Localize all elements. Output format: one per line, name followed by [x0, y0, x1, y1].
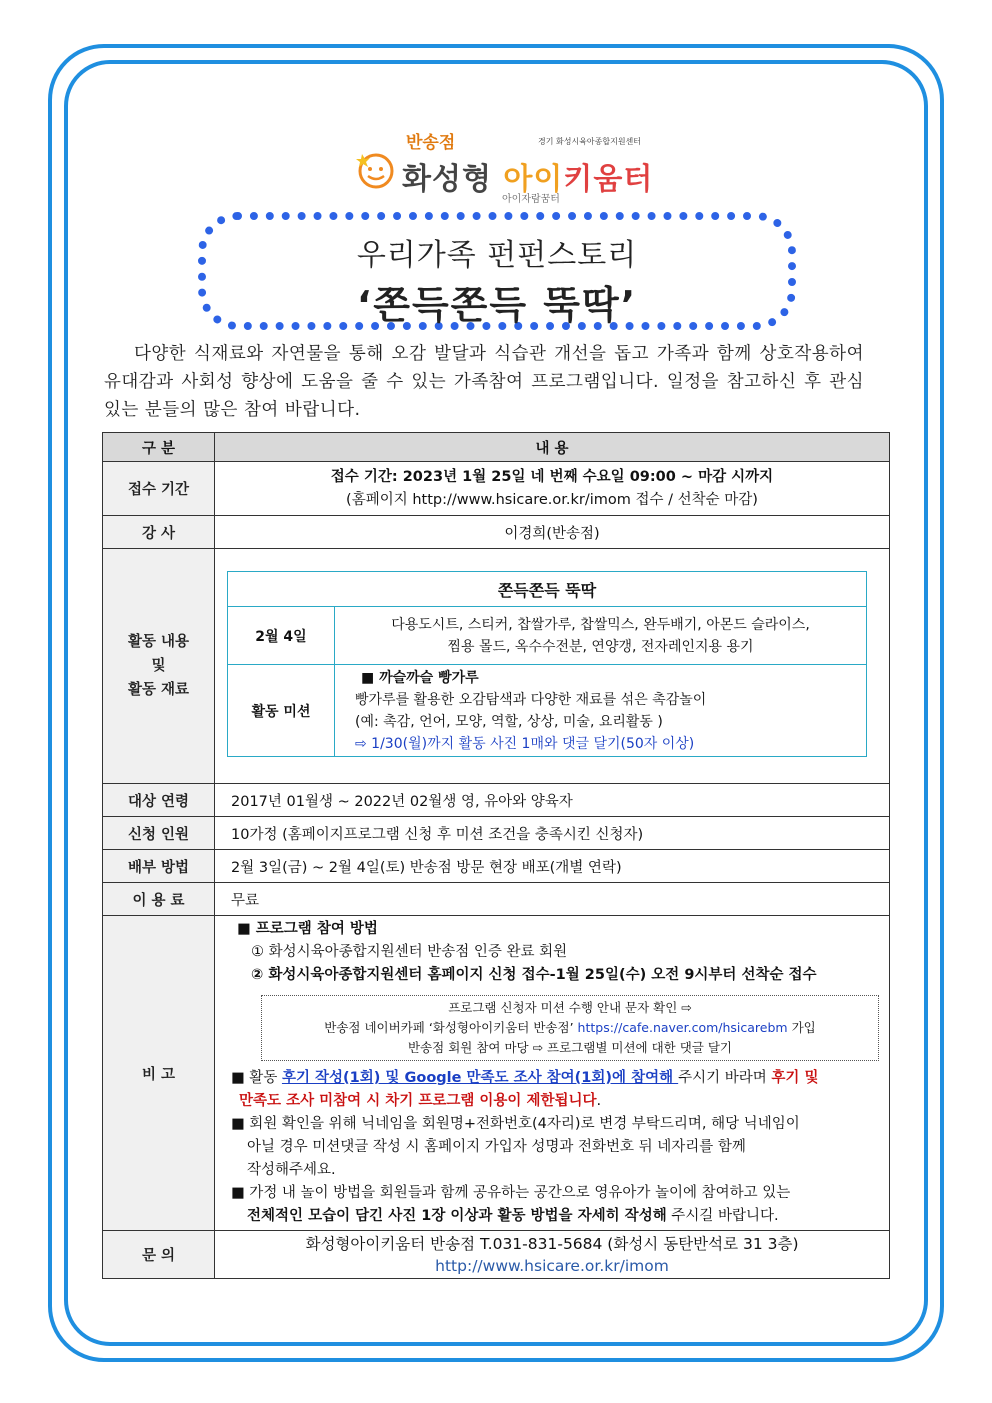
- age-label: 대상 연령: [103, 784, 215, 817]
- logo-name-part1: 화성형: [402, 162, 504, 197]
- materials-line2: 찜용 몰드, 옥수수전분, 연양갱, 전자레인지용 용기: [447, 638, 754, 655]
- note-line1: 프로그램 신청자 미션 수행 안내 문자 확인 ⇨: [448, 1000, 692, 1015]
- info-table: [102, 432, 890, 1279]
- reception-label: 접수 기간: [103, 462, 215, 516]
- smiley-face-icon: [356, 150, 396, 190]
- note-line3: 반송점 회원 참여 마당 ⇨ 프로그램별 미션에 대한 댓글 달기: [408, 1040, 732, 1055]
- mission-line2: (예: 촉감, 언어, 모양, 역할, 상상, 미술, 요리활동 ): [355, 713, 663, 730]
- mission-line1: 빵가루를 활용한 오감탐색과 다양한 재료를 섞은 촉감놀이: [355, 691, 707, 708]
- intro-paragraph: 다양한 식재료와 자연물을 통해 오감 발달과 식습관 개선을 돕고 가족과 함께 상호작용하여 유대감과 사회성 향상에 도움을 줄 수 있는 가족참여 프로그램입니다. 일정을 참고하신 후 관심 있는 분들의 많은 참여 바랍니다.: [104, 344, 864, 420]
- date-label: 2월 4일: [228, 607, 335, 665]
- title-line1: 우리가족 펀펀스토리: [356, 238, 638, 273]
- note-line2-a: 반송점 네이버카페 ‘화성형아이키움터 반송점’: [324, 1020, 578, 1035]
- table-header-row: [103, 433, 890, 462]
- activity-label-2: 및: [151, 658, 166, 674]
- contact-label: 문 의: [103, 1231, 215, 1279]
- contact-line1: 화성형아이키움터 반송점 T.031-831-5684 (화성시 동탄반석로 31 3층): [305, 1234, 799, 1253]
- reception-row: [103, 462, 890, 516]
- fee-row: [103, 883, 890, 916]
- method-title: ■ 프로그램 참여 방법: [237, 921, 378, 937]
- logo-name-part3: 키움터: [563, 162, 654, 197]
- logo-name-part2: 아이: [503, 162, 564, 197]
- header-col2: 내 용: [215, 433, 890, 462]
- note-line2-b: 가입: [787, 1020, 816, 1035]
- applicants-value: 10가정 (홈페이지프로그램 신청 후 미션 조건을 충족시킨 신청자): [215, 817, 890, 850]
- review-survey-link[interactable]: 후기 작성(1회) 및 Google 만족도 조사 참여(1회)에 참여해: [281, 1070, 679, 1086]
- bullet3-end: 주시길 바랍니다.: [666, 1208, 779, 1224]
- bullet3-bold: 전체적인 모습이 담긴 사진 1장 이상과 활동 방법을 자세히 작성해: [247, 1208, 667, 1224]
- fee-label: 이 용 료: [103, 883, 215, 916]
- age-value: 2017년 01월생 ~ 2022년 02월생 영, 유아와 양육자: [215, 784, 890, 817]
- bullet1-red1: 후기 및: [771, 1070, 819, 1086]
- activity-label-3: 활동 재료: [127, 682, 190, 698]
- mission-notice-box: [261, 995, 879, 1061]
- instructor-row: [103, 516, 890, 549]
- method2: ② 화성시육아종합지원센터 홈페이지 신청 접수-1월 25일(수) 오전 9시부터 선착순 접수: [251, 967, 817, 983]
- distribution-label: 배부 방법: [103, 850, 215, 883]
- applicants-label: 신청 인원: [103, 817, 215, 850]
- distribution-row: [103, 850, 890, 883]
- activity-inner-table: [227, 571, 867, 757]
- title-line2: ‘쫀득쫀득 뚝딱’: [356, 283, 638, 327]
- cafe-link[interactable]: https://cafe.naver.com/hsicarebm: [577, 1020, 788, 1035]
- logo-branch: 반송점: [406, 133, 456, 153]
- materials-line1: 다용도시트, 스티커, 찹쌀가루, 찹쌀믹스, 완두배기, 아몬드 슬라이스,: [391, 616, 810, 633]
- contact-url[interactable]: http://www.hsicare.or.kr/imom: [435, 1256, 669, 1275]
- applicants-row: [103, 817, 890, 850]
- instructor-label: 강 사: [103, 516, 215, 549]
- bullet2-line3: 작성해주세요.: [247, 1162, 336, 1178]
- bullet3-line1: ■ 가정 내 놀이 방법을 회원들과 함께 공유하는 공간으로 영유아가 놀이에 참여하고 있는: [231, 1185, 791, 1201]
- header-col1: 구 분: [103, 433, 215, 462]
- center-logo: [352, 128, 654, 208]
- bullet1-red2: 만족도 조사 미참여 시 차기 프로그램 이용이 제한됩니다: [239, 1093, 597, 1109]
- age-row: [103, 784, 890, 817]
- inner-title: 쫀득쫀득 뚝딱: [228, 572, 867, 607]
- bullet2-line2: 아닐 경우 미션댓글 작성 시 홈페이지 가입자 성명과 전화번호 뒤 네자리를 함께: [247, 1139, 746, 1155]
- remarks-label: 비 고: [103, 916, 215, 1231]
- distribution-value: 2월 3일(금) ~ 2월 4일(토) 반송점 방문 현장 배포(개별 연락): [215, 850, 890, 883]
- mission-title: ■ 까슬까슬 빵가루: [361, 669, 479, 686]
- reception-line2: (홈페이지 http://www.hsicare.or.kr/imom 접수 / 선착순 마감): [346, 491, 758, 508]
- remarks-row: [103, 916, 890, 1231]
- title-box: [198, 212, 796, 330]
- method1: ① 화성시육아종합지원센터 반송점 인증 완료 회원: [251, 944, 568, 960]
- reception-line1: 접수 기간: 2023년 1월 25일 네 번째 수요일 09:00 ~ 마감 시까지: [330, 468, 774, 485]
- fee-value: 무료: [215, 883, 890, 916]
- bullet1-end: .: [596, 1093, 602, 1109]
- activity-row: [103, 549, 890, 784]
- bullet1-b: 주시기 바라며: [678, 1070, 772, 1086]
- instructor-value: 이경희(반송점): [215, 516, 890, 549]
- mission-line3: ⇨ 1/30(월)까지 활동 사진 1매와 댓글 달기(50자 이상): [355, 735, 695, 752]
- logo-sub: 아이자람꿈터: [502, 194, 560, 205]
- logo-org: 경기 화성시육아종합지원센터: [538, 137, 642, 146]
- bullet2-line1: ■ 회원 확인을 위해 닉네임을 회원명+전화번호(4자리)로 변경 부탁드리며, 해당 닉네임이: [231, 1116, 800, 1132]
- contact-row: [103, 1231, 890, 1279]
- mission-label: 활동 미션: [228, 665, 335, 757]
- bullet1-a: ■ 활동: [231, 1070, 282, 1086]
- activity-label-1: 활동 내용: [127, 634, 190, 650]
